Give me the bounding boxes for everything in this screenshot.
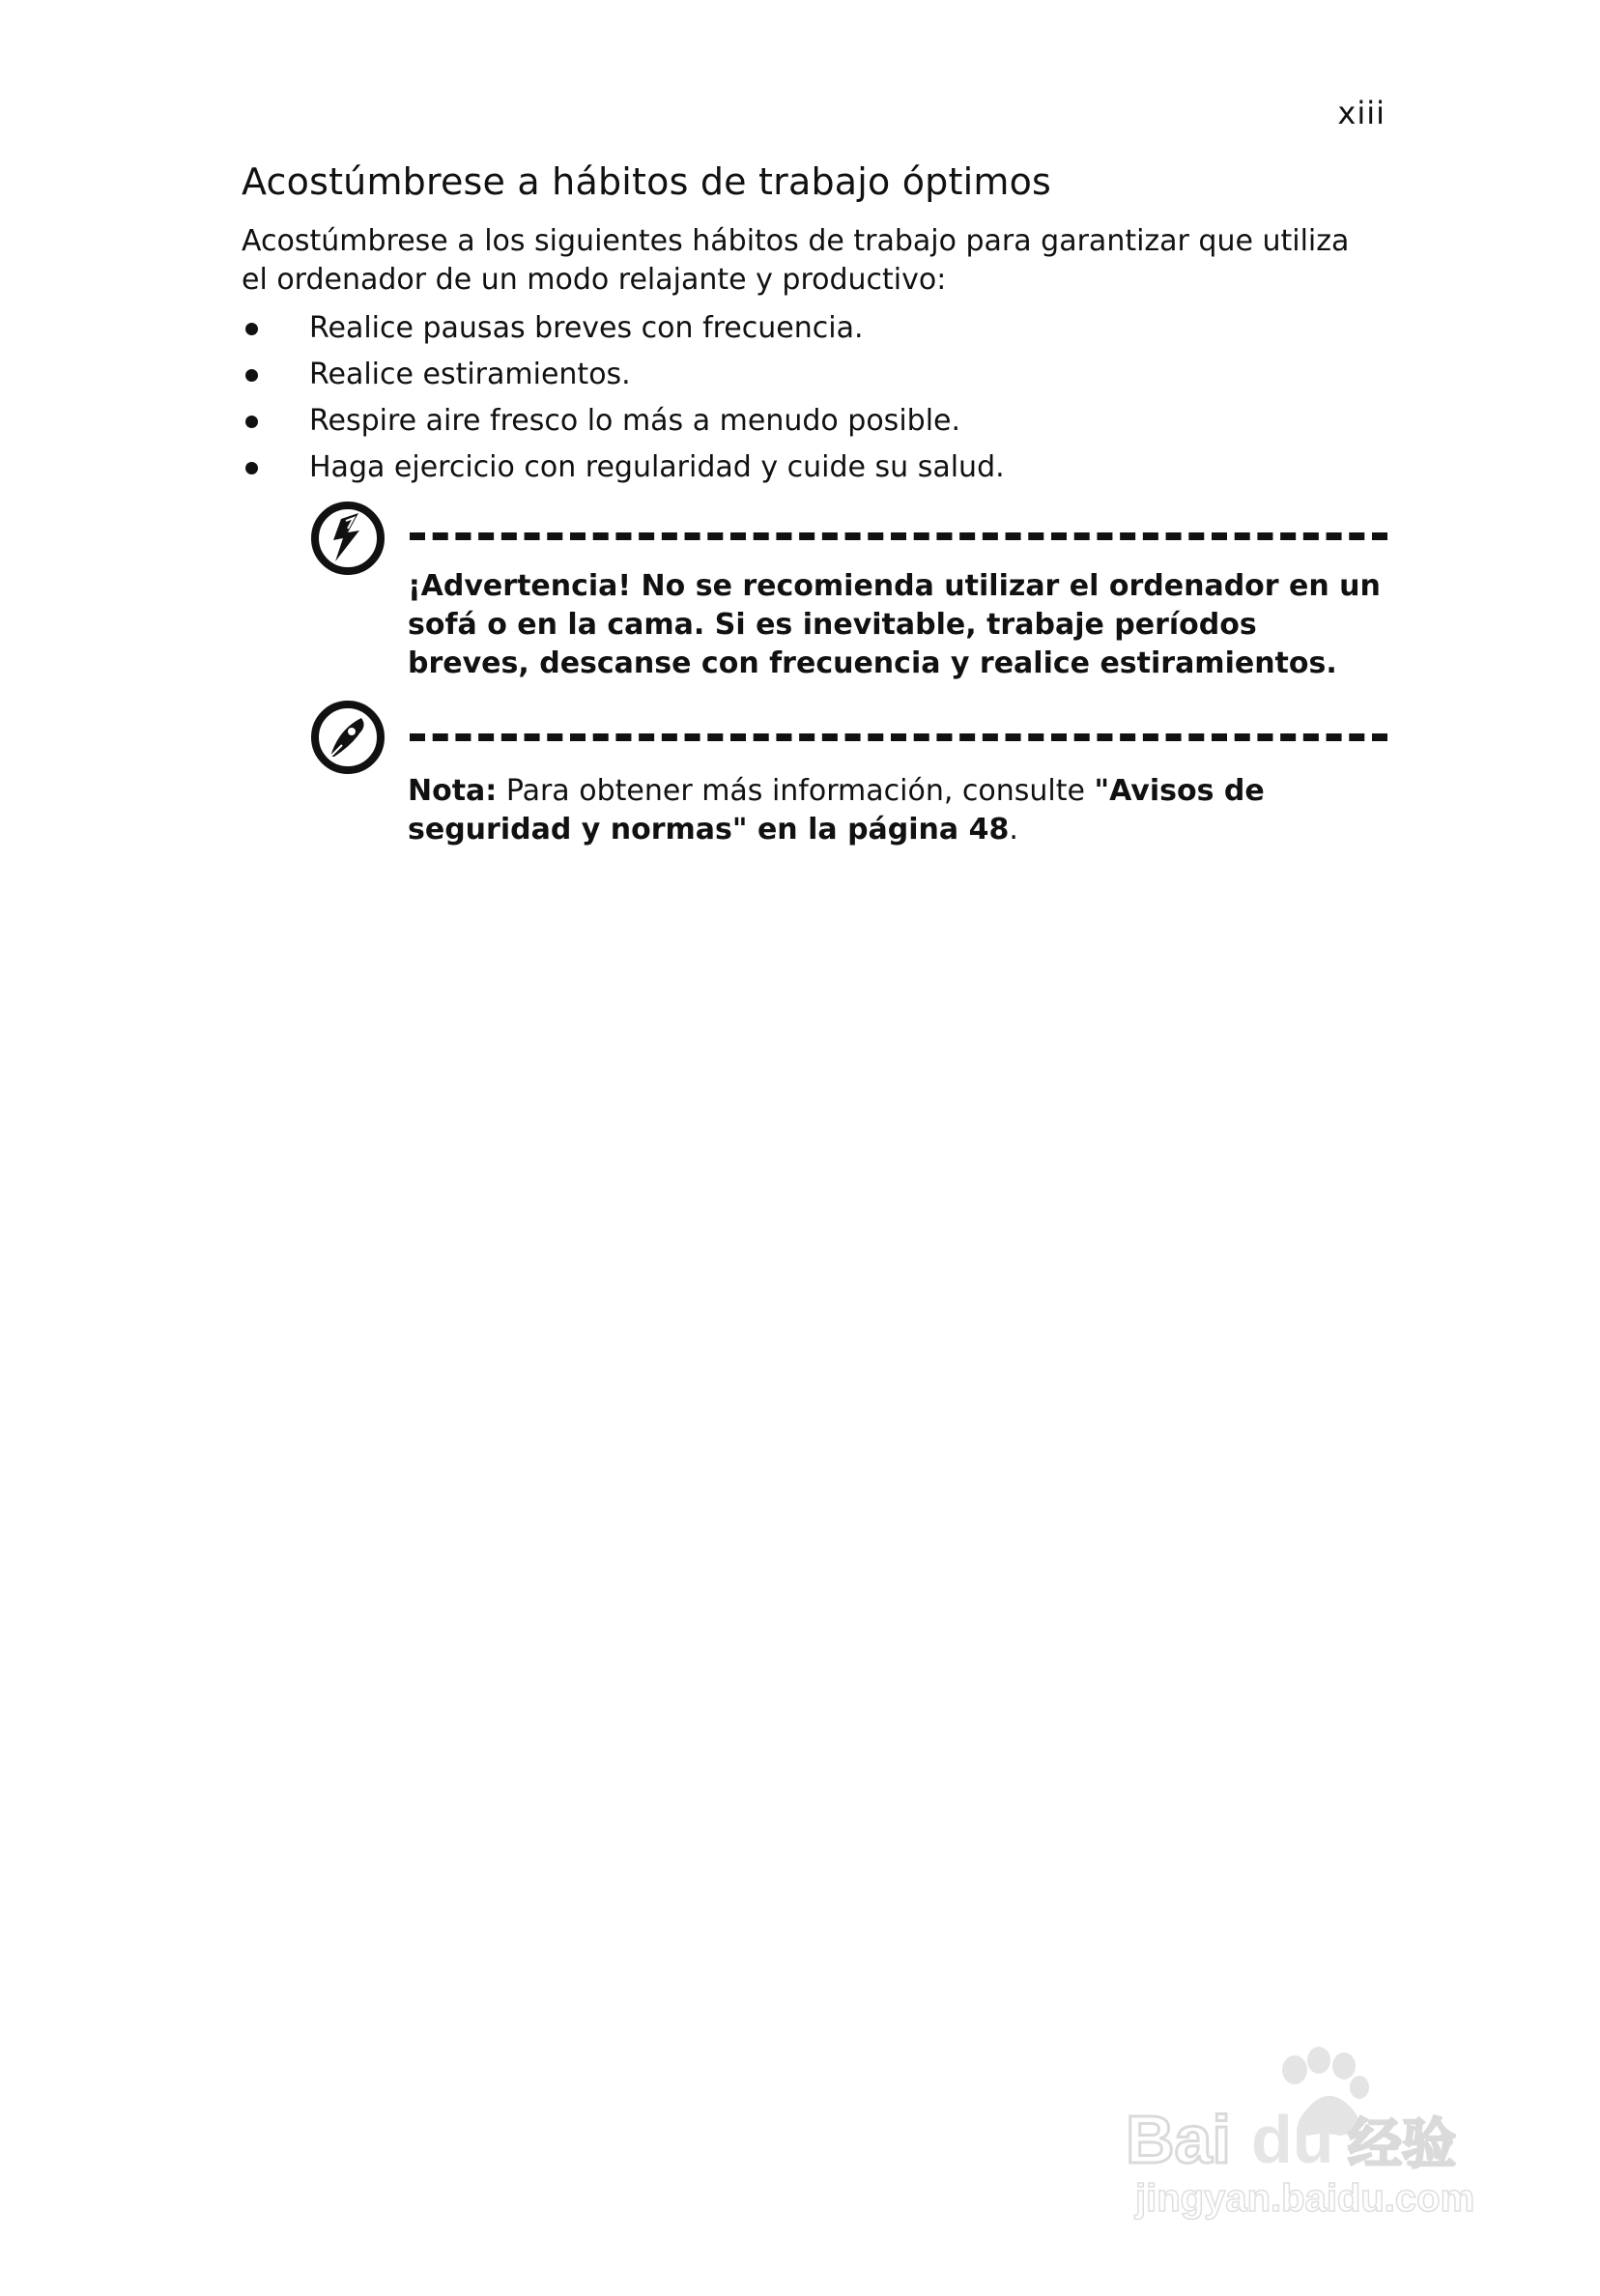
note-pen-icon [309, 699, 386, 776]
svg-text:Bai: Bai [1126, 2102, 1231, 2177]
list-item: Realice estiramientos. [242, 352, 1382, 398]
dashed-divider [410, 733, 1387, 741]
bullet-icon [245, 323, 258, 335]
note-text [408, 772, 1384, 849]
bullet-icon [245, 416, 258, 428]
page-number: xiii [1337, 95, 1386, 131]
baidu-watermark-logo [1116, 2039, 1522, 2223]
dashed-divider [410, 532, 1387, 540]
list-item: Haga ejercicio con regularidad y cuide su salud. [242, 445, 1382, 491]
bullet-icon [245, 462, 258, 474]
svg-text:jingyan.baidu.com: jingyan.baidu.com [1135, 2177, 1475, 2220]
warning-bolt-icon [309, 500, 386, 577]
section-title: Acostúmbrese a hábitos de trabajo óptimos [242, 160, 1052, 203]
svg-text:经验: 经验 [1348, 2113, 1456, 2176]
note-body: Para obtener más información, consulte [497, 774, 1095, 808]
intro-paragraph: Acostúmbrese a los siguientes hábitos de trabajo para garantizar que utiliza el ordenador de un modo relajante y productivo: [242, 224, 1350, 297]
note-end: . [1009, 813, 1018, 847]
svg-text:du: du [1251, 2102, 1334, 2177]
habits-list [242, 305, 1382, 491]
note-callout [309, 699, 1387, 873]
note-reference-link[interactable]: "Avisos de seguridad y normas" en la página 48 [408, 774, 1265, 847]
list-item: Realice pausas breves con frecuencia. [242, 305, 1382, 352]
warning-callout [309, 500, 1387, 693]
note-label: Nota: [408, 774, 498, 808]
list-item: Respire aire fresco lo más a menudo posible. [242, 398, 1382, 445]
warning-text: ¡Advertencia! No se recomienda utilizar el ordenador en un sofá o en la cama. Si es inevitable, trabaje períodos breves, descanse con frecuencia y realice estiramientos. [408, 569, 1381, 680]
bullet-icon [245, 369, 258, 382]
